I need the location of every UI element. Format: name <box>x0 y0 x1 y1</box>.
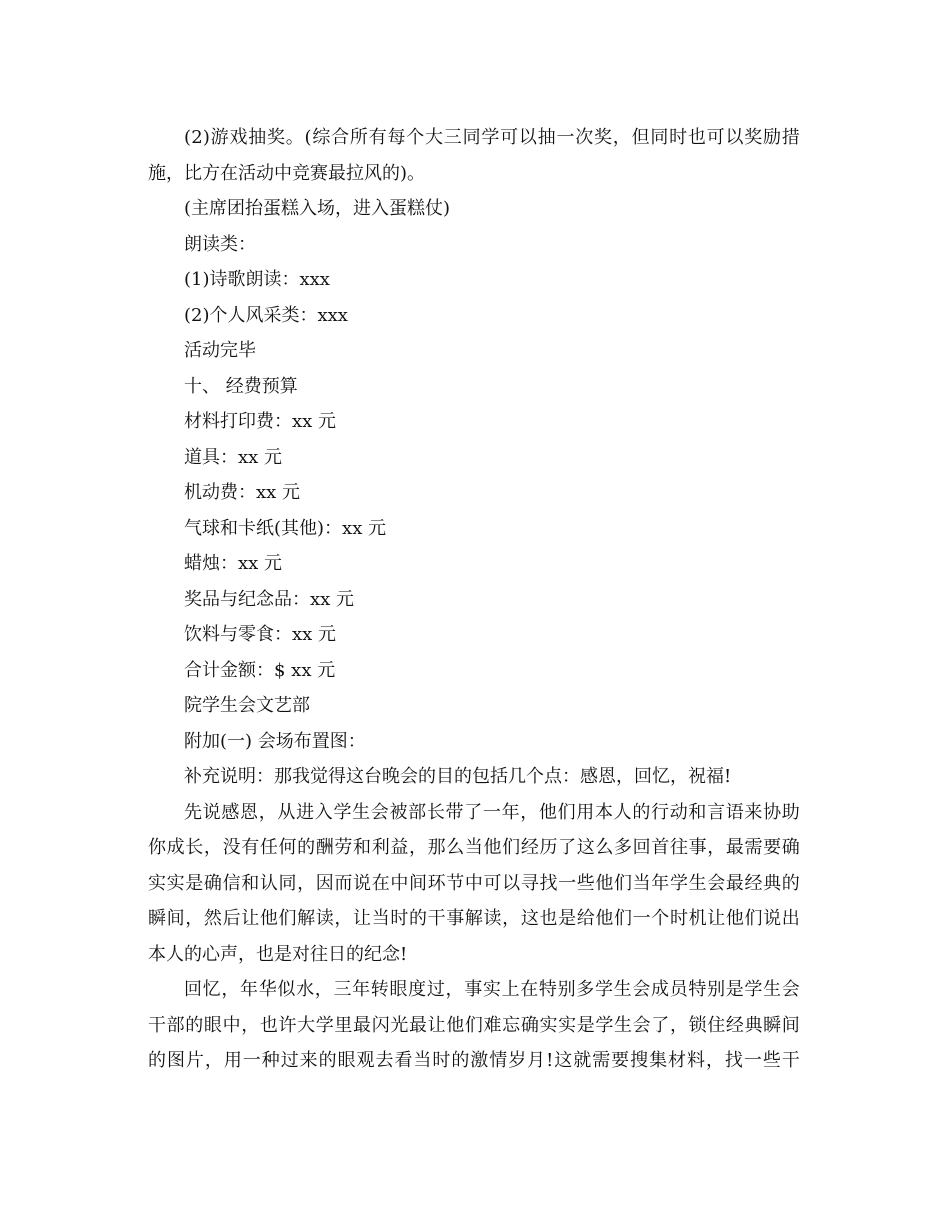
list-item: (2)个人风采类：xxx <box>184 304 348 326</box>
document-body <box>148 120 800 1079</box>
budget-item: 饮料与零食：xx 元 <box>184 624 337 645</box>
paragraph-line: 瞬间，然后让他们解读，让当时的干事解读，这也是给他们一个时机让他们说出 <box>148 908 800 929</box>
paragraph-line: 的图片，用一种过来的眼观去看当时的激情岁月!这就需要搜集材料，找一些干 <box>148 1050 800 1071</box>
budget-item: 气球和卡纸(其他)：xx 元 <box>184 517 387 539</box>
section-label: 朗读类： <box>184 233 256 255</box>
paragraph-line: 施，比方在活动中竞赛最拉风的)。 <box>148 162 426 184</box>
paragraph-line: 回忆，年华似水，三年转眼度过，事实上在特别多学生会成员特别是学生会 <box>184 979 800 1000</box>
paragraph-line: 实实是确信和认同，因而说在中间环节中可以寻找一些他们当年学生会最经典的 <box>148 872 800 894</box>
appendix-heading: 附加(一) 会场布置图： <box>184 730 366 752</box>
paragraph-line: 补充说明：那我觉得这台晚会的目的包括几个点：感恩，回忆，祝福! <box>184 766 732 787</box>
paragraph-line: 先说感恩，从进入学生会被部长带了一年，他们用本人的行动和言语来协助 <box>184 801 800 823</box>
paragraph-line: 干部的眼中，也许大学里最闪光最让他们难忘确实实是学生会了，锁住经典瞬间 <box>148 1014 800 1036</box>
paragraph-line: 本人的心声，也是对往日的纪念! <box>148 943 408 965</box>
budget-total: 合计金额：$ xx 元 <box>184 659 336 681</box>
budget-item: 材料打印费：xx 元 <box>184 411 337 432</box>
budget-item: 道具：xx 元 <box>184 446 283 468</box>
budget-item: 机动费：xx 元 <box>184 482 301 503</box>
section-heading: 十、 经费预算 <box>184 375 298 397</box>
paragraph-line: 你成长，没有任何的酬劳和利益，那么当他们经历了这么多回首往事，最需要确 <box>148 837 800 858</box>
paragraph-line: 活动完毕 <box>184 340 256 361</box>
paragraph-line: (2)游戏抽奖。(综合所有每个大三同学可以抽一次奖，但同时也可以奖励措 <box>184 127 800 148</box>
budget-item: 奖品与纪念品：xx 元 <box>184 588 355 610</box>
organizer-name: 院学生会文艺部 <box>184 695 310 716</box>
paragraph-line: (主席团抬蛋糕入场，进入蛋糕仗) <box>184 198 451 219</box>
list-item: (1)诗歌朗读：xxx <box>184 269 330 290</box>
budget-item: 蜡烛：xx 元 <box>184 553 283 574</box>
